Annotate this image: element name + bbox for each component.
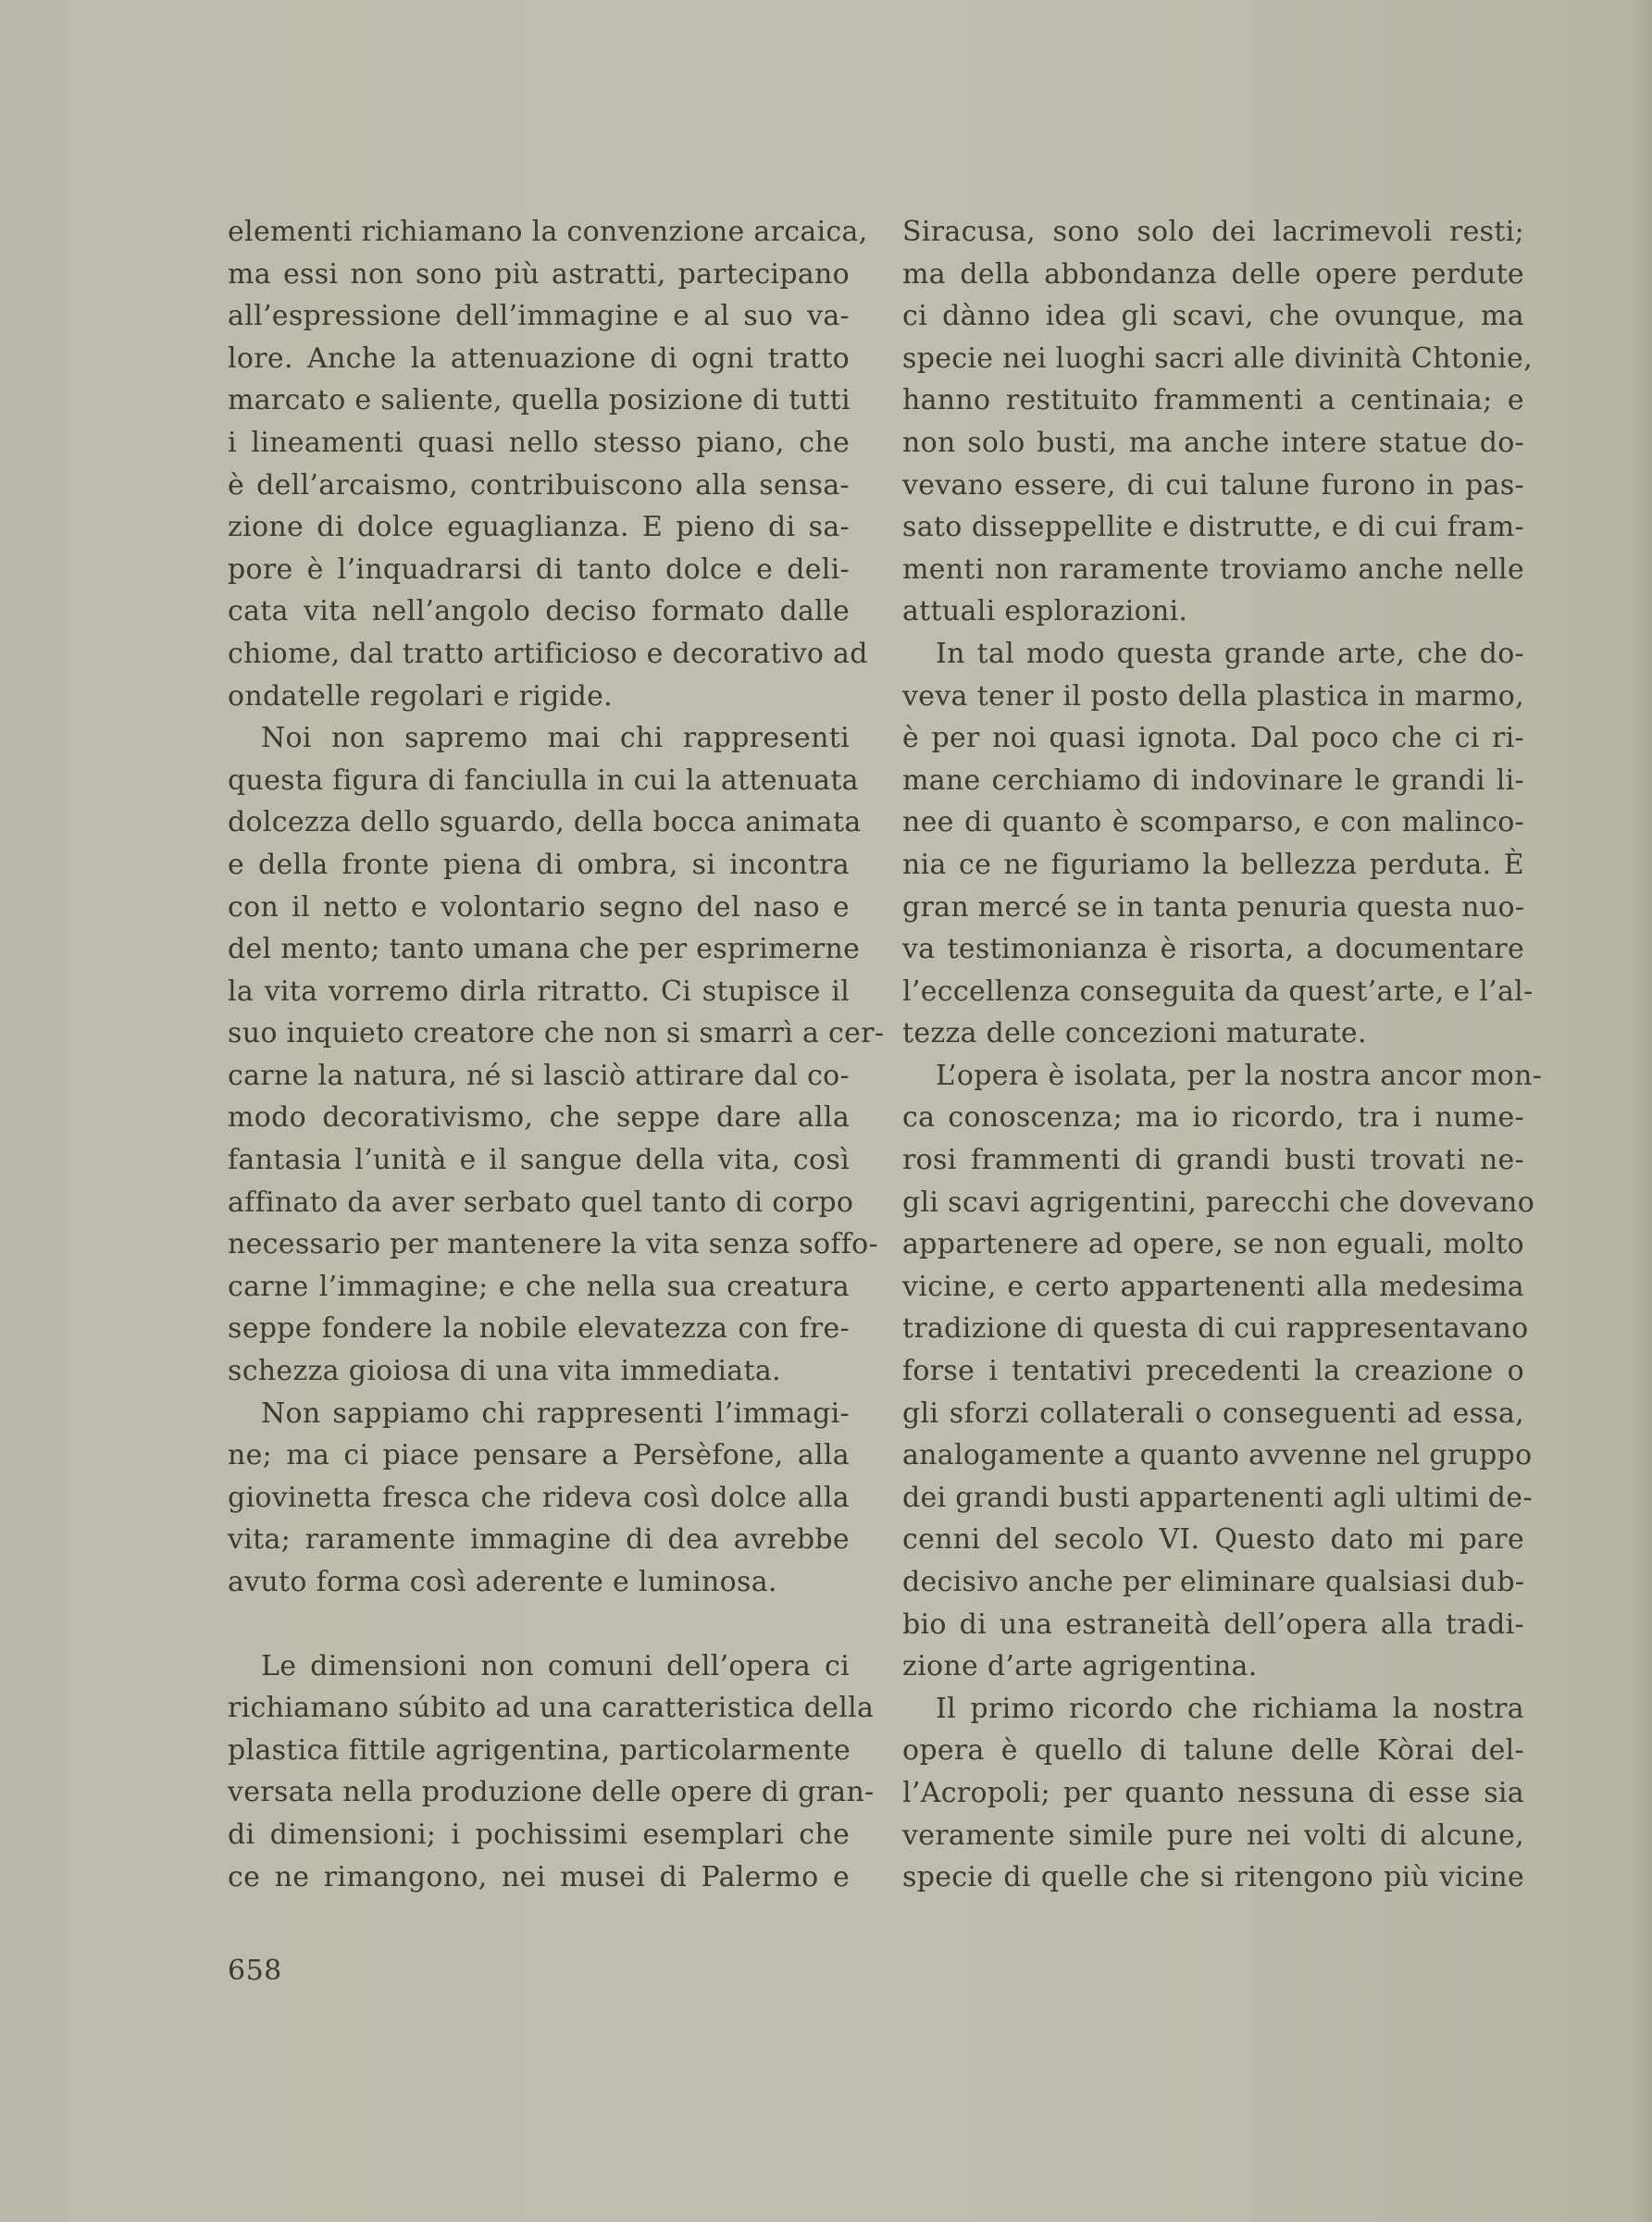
text-line: pore è l’inquadrarsi di tanto dolce e deli- bbox=[228, 552, 850, 586]
paragraph bbox=[902, 1688, 1524, 1899]
text-line: gran mercé se in tanta penuria questa nuo- bbox=[902, 890, 1525, 924]
text-line: non solo busti, ma anche intere statue do- bbox=[902, 426, 1524, 459]
text-line: ci dànno idea gli scavi, che ovunque, ma bbox=[902, 300, 1524, 333]
page-number: 658 bbox=[228, 1955, 282, 1987]
paragraph bbox=[228, 1393, 850, 1604]
text-line: dei grandi busti appartenenti agli ultimi de- bbox=[902, 1481, 1533, 1514]
text-line: Le dimensioni non comuni dell’opera ci bbox=[261, 1649, 850, 1682]
text-line: questa figura di fanciulla in cui la attenuata bbox=[228, 763, 859, 797]
text-line: schezza gioiosa di una vita immediata. bbox=[228, 1355, 781, 1388]
text-line: giovinetta fresca che rideva così dolce alla bbox=[228, 1481, 850, 1514]
text-line: richiamano súbito ad una caratteristica della bbox=[228, 1692, 875, 1725]
text-line: gli scavi agrigentini, parecchi che dovevano bbox=[902, 1185, 1535, 1219]
text-line: elementi richiamano la convenzione arcaica, bbox=[228, 216, 868, 248]
text-line: vita; raramente immagine di dea avrebbe bbox=[228, 1523, 850, 1557]
text-line: fantasia l’unità e il sangue della vita, così bbox=[228, 1144, 850, 1177]
text-line: Noi non sapremo mai chi rappresenti bbox=[261, 722, 850, 755]
left-text-column bbox=[228, 211, 885, 1898]
text-line: necessario per mantenere la vita senza soffo- bbox=[228, 1228, 878, 1261]
text-line: rosi frammenti di grandi busti trovati ne- bbox=[902, 1144, 1524, 1177]
text-line: ma essi non sono più astratti, partecipano bbox=[228, 257, 850, 291]
text-line: analogamente a quanto avvenne nel gruppo bbox=[902, 1439, 1533, 1472]
text-line: Non sappiamo chi rappresenti l’immagi- bbox=[261, 1397, 850, 1430]
text-line: seppe fondere la nobile elevatezza con fre- bbox=[228, 1312, 850, 1346]
text-line: è dell’arcaismo, contribuiscono alla sensa- bbox=[228, 468, 850, 502]
text-line: i lineamenti quasi nello stesso piano, che bbox=[228, 426, 850, 459]
text-line: specie nei luoghi sacri alle divinità Chtonie, bbox=[902, 341, 1533, 375]
text-line: avuto forma così aderente e luminosa. bbox=[228, 1566, 777, 1598]
paragraph bbox=[902, 1055, 1543, 1688]
text-line: ce ne rimangono, nei musei di Palermo e bbox=[228, 1860, 850, 1893]
paragraph bbox=[902, 211, 1533, 633]
paragraph bbox=[228, 211, 868, 717]
text-line: versata nella produzione delle opere di gran- bbox=[228, 1776, 875, 1809]
text-line: lore. Anche la attenuazione di ogni tratto bbox=[228, 341, 850, 375]
text-line: ca conoscenza; ma io ricordo, tra i nume- bbox=[902, 1101, 1524, 1135]
text-line: nee di quanto è scomparso, e con malinco- bbox=[902, 806, 1524, 839]
text-line: menti non raramente troviamo anche nelle bbox=[902, 552, 1524, 586]
text-line: zione di dolce eguaglianza. E pieno di sa- bbox=[228, 511, 850, 544]
text-line: del mento; tanto umana che per esprimerne bbox=[228, 933, 861, 966]
text-line: è per noi quasi ignota. Dal poco che ci ri- bbox=[902, 722, 1524, 755]
text-line: modo decorativismo, che seppe dare alla bbox=[228, 1101, 850, 1135]
text-line: tradizione di questa di cui rappresentavano bbox=[902, 1312, 1529, 1346]
text-line: bio di una estraneità dell’opera alla tradi- bbox=[902, 1608, 1524, 1641]
text-line: l’eccellenza conseguita da quest’arte, e l’al- bbox=[902, 974, 1534, 1008]
text-line: affinato da aver serbato quel tanto di corpo bbox=[228, 1185, 854, 1219]
section-break bbox=[228, 1604, 850, 1645]
text-line: ne; ma ci piace pensare a Persèfone, alla bbox=[228, 1439, 850, 1472]
text-line: cenni del secolo VI. Questo dato mi pare bbox=[902, 1523, 1524, 1557]
text-line: specie di quelle che si ritengono più vicine bbox=[902, 1861, 1524, 1894]
text-line: suo inquieto creatore che non si smarrì a cer- bbox=[228, 1017, 885, 1050]
paragraph bbox=[228, 1645, 875, 1899]
text-line: marcato e saliente, quella posizione di tutti bbox=[228, 384, 851, 417]
text-line: veva tener il posto della plastica in marmo, bbox=[902, 679, 1524, 713]
right-text-column bbox=[902, 211, 1543, 1899]
text-line: con il netto e volontario segno del naso e bbox=[228, 890, 850, 924]
text-line: sato disseppellite e distrutte, e di cui fram- bbox=[902, 511, 1524, 544]
text-line: vicine, e certo appartenenti alla medesima bbox=[902, 1270, 1524, 1303]
text-line: tezza delle concezioni maturate. bbox=[902, 1017, 1367, 1050]
text-line: ondatelle regolari e rigide. bbox=[228, 679, 613, 713]
text-line: vevano essere, di cui talune furono in pas- bbox=[902, 468, 1524, 502]
text-line: veramente simile pure nei volti di alcune, bbox=[902, 1819, 1524, 1852]
text-line: ma della abbondanza delle opere perdute bbox=[902, 257, 1524, 291]
text-line: e della fronte piena di ombra, si incontra bbox=[228, 848, 850, 881]
text-line: hanno restituito frammenti a centinaia; e bbox=[902, 384, 1524, 417]
text-line: nia ce ne figuriamo la bellezza perduta. È bbox=[902, 848, 1524, 881]
text-line: plastica fittile agrigentina, particolarmente bbox=[228, 1733, 851, 1767]
text-line: appartenere ad opere, se non eguali, molto bbox=[902, 1228, 1524, 1261]
text-line: In tal modo questa grande arte, che do- bbox=[936, 637, 1524, 670]
text-line: Siracusa, sono solo dei lacrimevoli resti; bbox=[902, 216, 1524, 248]
text-line: va testimonianza è risorta, a documentare bbox=[902, 933, 1524, 966]
text-line: attuali esplorazioni. bbox=[902, 595, 1188, 628]
text-line: L’opera è isolata, per la nostra ancor mon- bbox=[936, 1059, 1543, 1092]
text-line: opera è quello di talune delle Kòrai del- bbox=[902, 1734, 1524, 1768]
text-line: decisivo anche per eliminare qualsiasi dub- bbox=[902, 1566, 1525, 1598]
text-line: mane cerchiamo di indovinare le grandi li- bbox=[902, 763, 1524, 797]
paragraph bbox=[228, 717, 885, 1393]
text-line: zione d’arte agrigentina. bbox=[902, 1650, 1258, 1683]
page-edge-shadow bbox=[1628, 0, 1652, 2222]
text-line: forse i tentativi precedenti la creazione o bbox=[902, 1355, 1524, 1388]
paragraph bbox=[902, 633, 1534, 1055]
text-line: carne la natura, né si lasciò attirare dal co- bbox=[228, 1059, 850, 1092]
text-line: la vita vorremo dirla ritratto. Ci stupisce il bbox=[228, 974, 850, 1008]
text-line: gli sforzi collaterali o conseguenti ad essa, bbox=[902, 1397, 1524, 1430]
text-line: dolcezza dello sguardo, della bocca animata bbox=[228, 806, 862, 839]
text-line: cata vita nell’angolo deciso formato dalle bbox=[228, 595, 850, 628]
text-line: Il primo ricordo che richiama la nostra bbox=[936, 1692, 1524, 1725]
text-line: l’Acropoli; per quanto nessuna di esse sia bbox=[902, 1776, 1524, 1809]
text-line: chiome, dal tratto artificioso e decorativo ad bbox=[228, 637, 868, 670]
text-line: di dimensioni; i pochissimi esemplari che bbox=[228, 1818, 850, 1851]
text-line: all’espressione dell’immagine e al suo va- bbox=[228, 300, 850, 333]
text-line: carne l’immagine; e che nella sua creatura bbox=[228, 1270, 850, 1303]
